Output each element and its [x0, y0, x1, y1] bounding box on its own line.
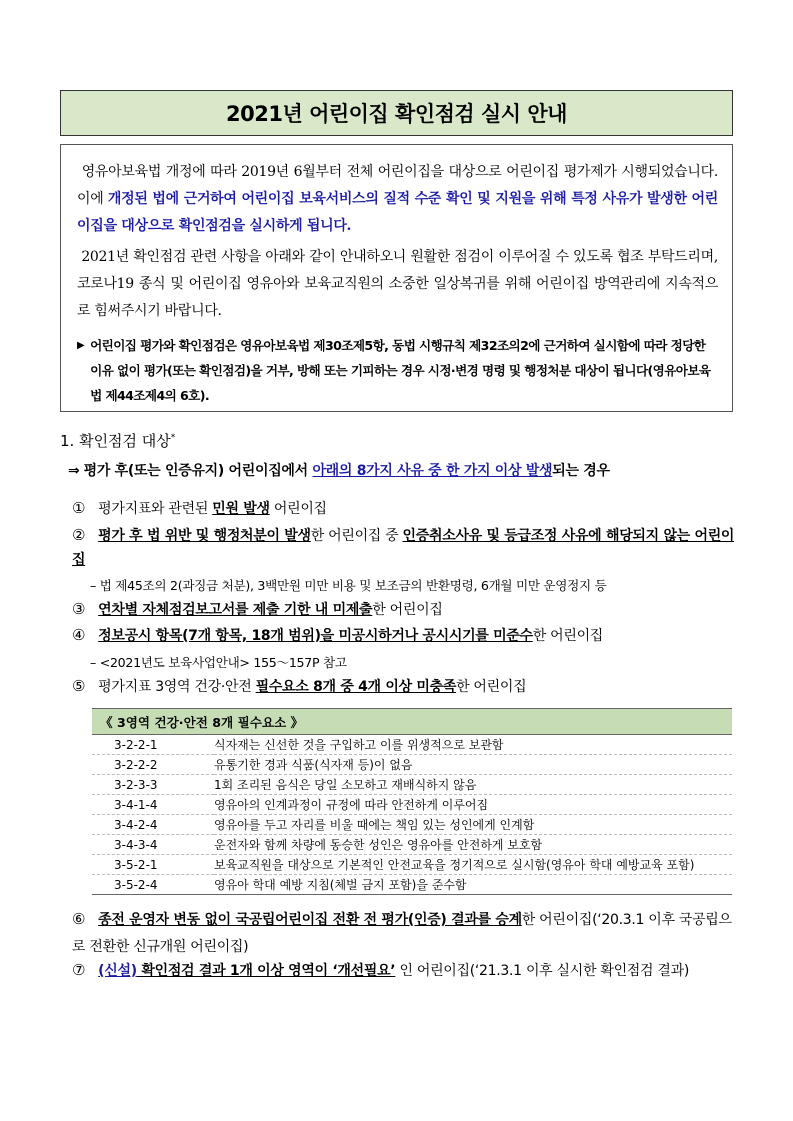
item-text: 평가지표 3영역 건강·안전	[98, 679, 256, 695]
new-tag: (신설)	[98, 963, 137, 979]
item-emphasis: 정보공시 항목(7개 항목, 18개 범위)을 미공시하거나 공시시기를 미준수	[98, 628, 533, 644]
requirement-text: 영유아 학대 예방 지침(체벌 금지 포함)을 준수함	[214, 875, 732, 895]
list-item-3	[72, 597, 738, 622]
item-emphasis: 연차별 자체점검보고서를 제출 기한 내 미제출	[98, 602, 373, 618]
requirement-text: 보육교직원을 대상으로 기본적인 안전교육을 정기적으로 실시함(영유아 학대 예방교육 포함)	[214, 855, 732, 875]
condition-end: 되는 경우	[552, 463, 610, 479]
item-text: 평가지표와 관련된	[98, 501, 213, 517]
section-title: 1. 확인점검 대상	[60, 432, 171, 450]
requirement-code: 3-4-3-4	[92, 835, 214, 855]
section-heading	[60, 430, 175, 451]
condition-highlight: 아래의 8가지 사유 중 한 가지 이상 발생	[312, 463, 553, 479]
item-emphasis: 필수요소 8개 중 4개 이상 미충족	[255, 679, 457, 695]
intro-text-2: 2021년 확인점검 관련 사항을 아래와 같이 안내하오니 원활한 점검이 이루어질 수 있도록 협조 부탁드리며, 코로나19 종식 및 어린이집 영유아와 보육교직원의 소중한 일상복귀를 위해 어린이집 방역관리에 지속적으로 힘써주시기 바랍니다.	[77, 249, 718, 319]
requirement-text: 1회 조리된 음식은 당일 소모하고 재배식하지 않음	[214, 775, 732, 795]
item-text: 한 어린이집(‘20.3.1 이후 국공립으로 전환한 신규개원 어린이집)	[72, 912, 732, 955]
requirement-code: 3-5-2-4	[92, 875, 214, 895]
requirement-code: 3-4-2-4	[92, 815, 214, 835]
item-number: ③	[72, 600, 86, 618]
table-header: 《 3영역 건강·안전 8개 필수요소 》	[92, 709, 732, 735]
intro-paragraph-1	[77, 159, 718, 240]
intro-text: 영유아보육법 개정에 따라 2019년 6월부터 전체 어린이집을 대상으로 어린이집 평가제가 시행되었습니다. 이에	[77, 164, 718, 207]
table-row	[92, 815, 732, 835]
item-4-detail: – <2021년도 보육사업안내> 155～157P 참고	[90, 655, 347, 670]
requirement-text: 영유아의 인계과정이 규정에 따라 안전하게 이루어짐	[214, 795, 732, 815]
requirement-text: 영유아를 두고 자리를 비울 때에는 책임 있는 성인에게 인계함	[214, 815, 732, 835]
item-number: ⑦	[72, 961, 86, 979]
item-emphasis: 민원 발생	[212, 501, 270, 517]
list-item-1	[72, 496, 738, 521]
list-item-5	[72, 674, 738, 699]
arrow-icon: ⇒	[68, 463, 80, 479]
list-item-4	[72, 623, 738, 648]
page-title: 2021년 어린이집 확인점검 실시 안내	[226, 102, 567, 126]
item-text: 인 어린이집(‘21.3.1 이후 실시한 확인점검 결과)	[395, 963, 690, 979]
requirement-code: 3-2-2-2	[92, 755, 214, 775]
requirement-text: 식자재는 신선한 것을 구입하고 이를 위생적으로 보관함	[214, 735, 732, 755]
requirement-code: 3-5-2-1	[92, 855, 214, 875]
item-text: 한 어린이집	[456, 679, 527, 695]
table-row	[92, 775, 732, 795]
item-emphasis: 평가 후 법 위반 및 행정처분이 발생	[98, 528, 311, 544]
item-number: ⑥	[72, 910, 86, 928]
requirement-text: 유통기한 경과 식품(식자재 등)이 없음	[214, 755, 732, 775]
list-item-7	[72, 958, 738, 983]
list-item-6	[72, 906, 738, 961]
table-row	[92, 835, 732, 855]
footnote-mark: *	[170, 433, 176, 443]
target-condition	[68, 460, 610, 480]
table-row	[92, 855, 732, 875]
list-item-2	[72, 523, 738, 572]
title-box	[60, 90, 733, 136]
item-text: 한 어린이집 중	[310, 528, 403, 544]
item-text: 어린이집	[269, 501, 327, 517]
table-row	[92, 735, 732, 755]
intro-paragraph-2	[77, 244, 718, 325]
legal-note	[77, 333, 718, 408]
requirement-code: 3-2-3-3	[92, 775, 214, 795]
item-2-detail: – 법 제45조의 2(과징금 처분), 3백만원 미만 비용 및 보조금의 반환명령, 6개월 미만 운영정지 등	[90, 578, 607, 593]
item-emphasis: 확인점검 결과 1개 이상 영역이 ‘개선필요’	[136, 963, 396, 979]
requirement-text: 운전자와 함께 차량에 동승한 성인은 영유아를 안전하게 보호함	[214, 835, 732, 855]
table-row	[92, 875, 732, 895]
item-number: ①	[72, 499, 86, 517]
table-row	[92, 755, 732, 775]
item-number: ⑤	[72, 677, 86, 695]
table-row	[92, 795, 732, 815]
item-number: ④	[72, 626, 86, 644]
item-number: ②	[72, 526, 86, 544]
intro-box	[60, 144, 733, 412]
condition-text: 평가 후(또는 인증유지) 어린이집에서	[83, 463, 313, 479]
item-emphasis: 종전 운영자 변동 없이 국공립어린이집 전환 전 평가(인증) 결과를 승계	[98, 912, 522, 928]
requirement-code: 3-4-1-4	[92, 795, 214, 815]
safety-requirements-table	[92, 708, 732, 895]
item-text: 한 어린이집	[532, 628, 604, 644]
triangle-bullet-icon: ▶	[77, 340, 85, 351]
legal-note-text: 어린이집 평가와 확인점검은 영유아보육법 제30조제5항, 동법 시행규칙 제32조의2에 근거하여 실시함에 따라 정당한 이유 없이 평가(또는 확인점검)을 거부, 방해 또는 기피하는 경우 시정·변경 명령 및 행정처분 대상이 됩니다(영유아보육법 제44조제4의 6호).	[90, 338, 711, 403]
requirement-code: 3-2-2-1	[92, 735, 214, 755]
item-text: 한 어린이집	[372, 602, 443, 618]
item-emphasis: 인증취소사유 및 등급조정 사유에 해당되지 않는 어린이집	[72, 528, 735, 568]
intro-highlight: 개정된 법에 근거하여 어린이집 보육서비스의 질적 수준 확인 및 지원을 위해 특정 사유가 발생한 어린이집을 대상으로 확인점검을 실시하게 됩니다.	[77, 191, 719, 234]
